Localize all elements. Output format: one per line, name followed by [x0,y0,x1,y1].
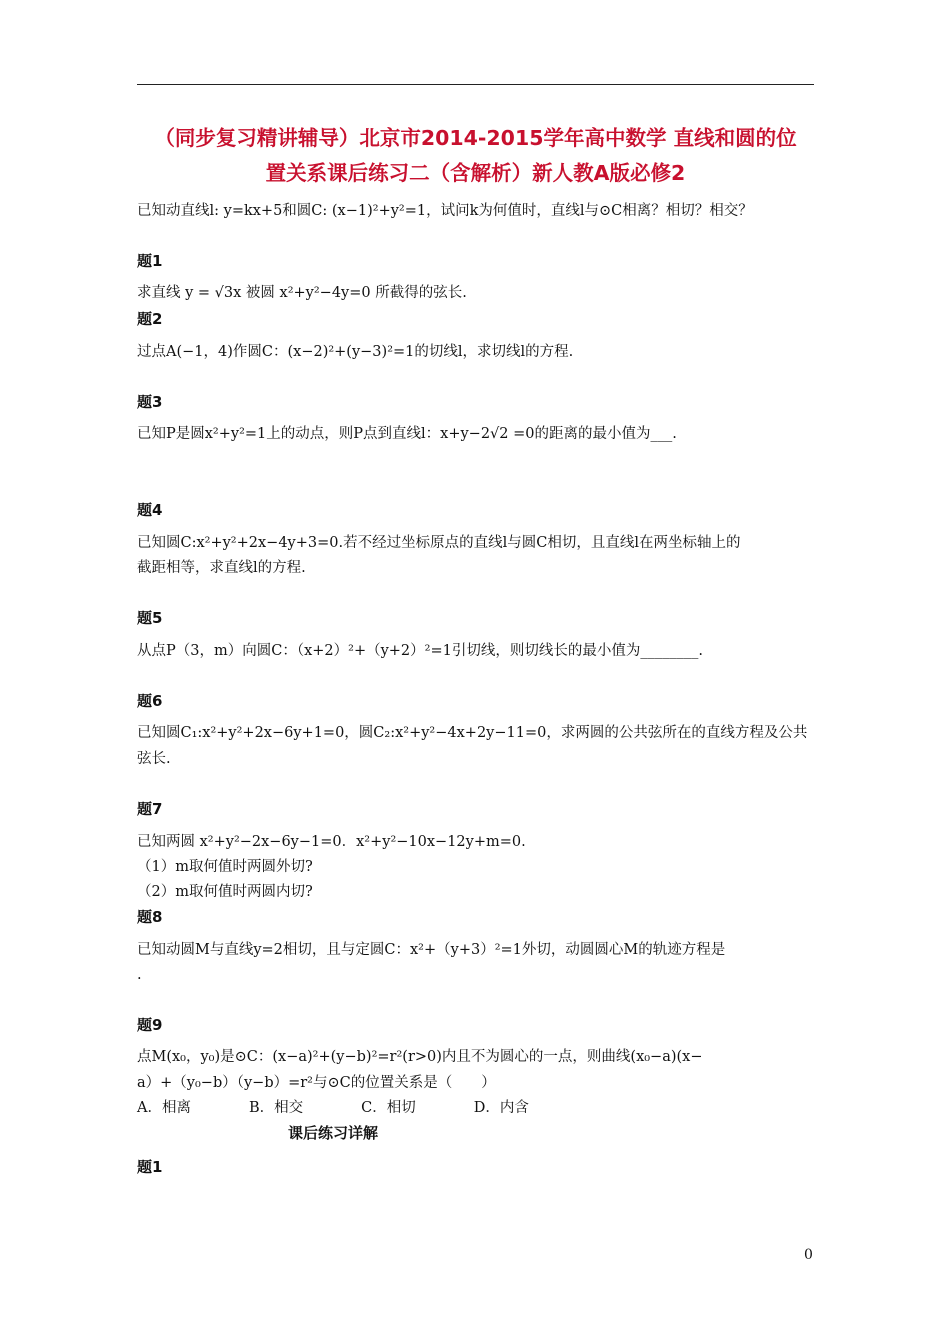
intro-text: 已知动直线l: y=kx+5和圆C: (x−1)²+y²=1，试问k为何值时，直线l与⊙C相离？相切？相交？ [137,203,753,219]
problem-6-text-1: 已知圆C₁:x²+y²+2x−6y+1=0，圆C₂:x²+y²−4x+2y−11=0，求两圆的公共弦所在的直线方程及公共 [137,725,808,741]
page-number: 0 [804,1247,813,1263]
problem-9-text-1: 点M(x₀，y₀)是⊙C：(x−a)²+(y−b)²=r²(r>0)内且不为圆心的一点，则曲线(x₀−a)(x− [137,1049,703,1065]
problem-4-label: 题4 [137,501,163,519]
problem-1-text: 求直线 y = √3x 被圆 x²+y²−4y=0 所截得的弦长. [137,285,467,301]
problem-4-text-2: 截距相等，求直线l的方程. [137,560,306,576]
problem-9-text-2: a）+（y₀−b）（y−b）=r²与⊙C的位置关系是（ ） [137,1075,496,1091]
problem-1-label: 题1 [137,252,163,270]
problem-5-text: 从点P（3，m）向圆C：（x+2）²+（y+2）²=1引切线，则切线长的最小值为________. [137,643,703,659]
problem-7-text-1: 已知两圆 x²+y²−2x−6y−1=0．x²+y²−10x−12y+m=0. [137,834,526,850]
problem-3-text: 已知P是圆x²+y²=1上的动点，则P点到直线l：x+y−2√2 =0的距离的最小值为___. [137,426,677,442]
problem-2-label: 题2 [137,310,163,328]
solutions-heading: 课后练习详解 [288,1124,379,1142]
problem-4-text-1: 已知圆C:x²+y²+2x−4y+3=0.若不经过坐标原点的直线l与圆C相切，且直线l在两坐标轴上的 [137,535,741,551]
problem-6-text-2: 弦长. [137,751,171,767]
problem-6-label: 题6 [137,692,163,710]
document-title-line-1: （同步复习精讲辅导）北京市2014-2015学年高中数学 直线和圆的位 [154,126,797,150]
problem-8-text-1: 已知动圆M与直线y=2相切，且与定圆C：x²+（y+3）²=1外切，动圆圆心M的轨迹方程是 [137,942,726,958]
problem-9-label: 题9 [137,1016,163,1034]
problem-7-text-3: （2）m取何值时两圆内切? [137,884,313,900]
problem-3-label: 题3 [137,393,163,411]
problem-7-text-2: （1）m取何值时两圆外切? [137,859,313,875]
solution-1-label: 题1 [137,1158,163,1176]
problem-2-text: 过点A(−1，4)作圆C：(x−2)²+(y−3)²=1的切线l，求切线l的方程. [137,344,574,360]
problem-5-label: 题5 [137,609,163,627]
header-rule [137,84,814,85]
document-title-line-2: 置关系课后练习二（含解析）新人教A版必修2 [265,161,686,185]
problem-9-options: A．相离 B．相交 C．相切 D．内含 [137,1100,529,1116]
problem-8-text-2: . [137,967,142,983]
problem-7-label: 题7 [137,800,163,818]
problem-8-label: 题8 [137,908,163,926]
